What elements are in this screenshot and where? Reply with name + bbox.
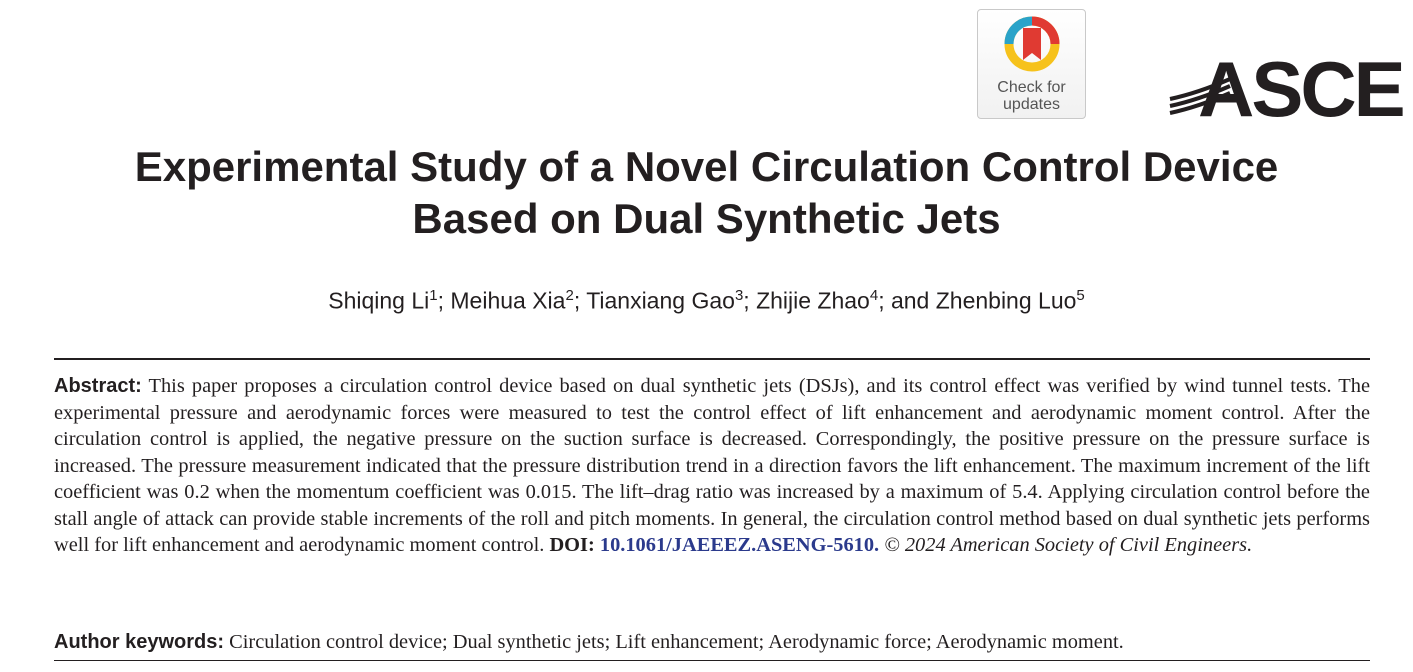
doi-link[interactable]: 10.1061/JAEEEZ.ASENG-5610. [599,534,880,556]
check-for-updates-badge[interactable] [977,9,1086,119]
doi-label: DOI: [549,534,595,556]
author-separator: ; [437,287,451,314]
author-list [40,280,1373,317]
bookmark-ring-icon [1003,15,1061,73]
asce-wordmark: ASCE [1198,45,1403,133]
author-affiliation-mark: 5 [1076,287,1085,304]
keywords-text: Circulation control device; Dual synthetic jets; Lift enhancement; Aerodynamic force; Aerodynamic moment. [229,631,1124,653]
badge-label [978,79,1085,113]
author-keywords [54,629,1370,656]
abstract-text: This paper proposes a circulation control device based on dual synthetic jets (DSJs), and its control effect was verified by wind tunnel tests. The experimental pressure and aerodynamic forces were measured to test the control effect of lift enhancement and aerodynamic moment control. After the circulation control is applied, the negative pressure on the suction surface is decreased. Correspondingly, the positive pressure on the pressure surface is increased. The pressure measurement indicated that the pressure distribution trend in a direction favors the lift enhancement. The maximum increment of the lift coefficient was 0.2 when the momentum coefficient was 0.015. The lift–drag ratio was increased by a maximum of 5.4. Applying circulation control before the stall angle of attack can provide stable increments of the roll and pitch moments. In general, the circulation control method based on dual synthetic jets performs well for lift enhancement and aerodynamic moment control. [54,375,1370,556]
author-affiliation-mark: 2 [565,287,574,304]
asce-logo [1168,45,1403,133]
copyright-notice: © 2024 American Society of Civil Engineers. [884,534,1253,556]
author-affiliation-mark: 4 [869,287,879,304]
author-name: Zhijie Zhao [756,287,870,314]
author-name: Shiqing Li [328,287,430,314]
abstract [54,373,1370,559]
abstract-label: Abstract: [54,375,142,397]
paper-title [40,141,1373,245]
author-separator: ; [573,287,587,314]
author-affiliation-mark: 1 [429,287,438,304]
badge-line-1: Check for [997,79,1066,96]
author-name: and Zhenbing Luo [890,287,1077,314]
title-line-2: Based on Dual Synthetic Jets [412,195,1001,242]
keywords-label: Author keywords: [54,631,225,653]
author-name: Tianxiang Gao [586,287,735,314]
author-affiliation-mark: 3 [734,287,744,304]
badge-line-2: updates [1003,96,1060,113]
bottom-divider [54,660,1370,661]
title-line-1: Experimental Study of a Novel Circulation Control Device [134,143,1279,190]
author-separator: ; [743,287,757,314]
author-name: Meihua Xia [450,287,566,314]
top-divider [54,358,1370,360]
author-separator: ; [878,287,891,314]
